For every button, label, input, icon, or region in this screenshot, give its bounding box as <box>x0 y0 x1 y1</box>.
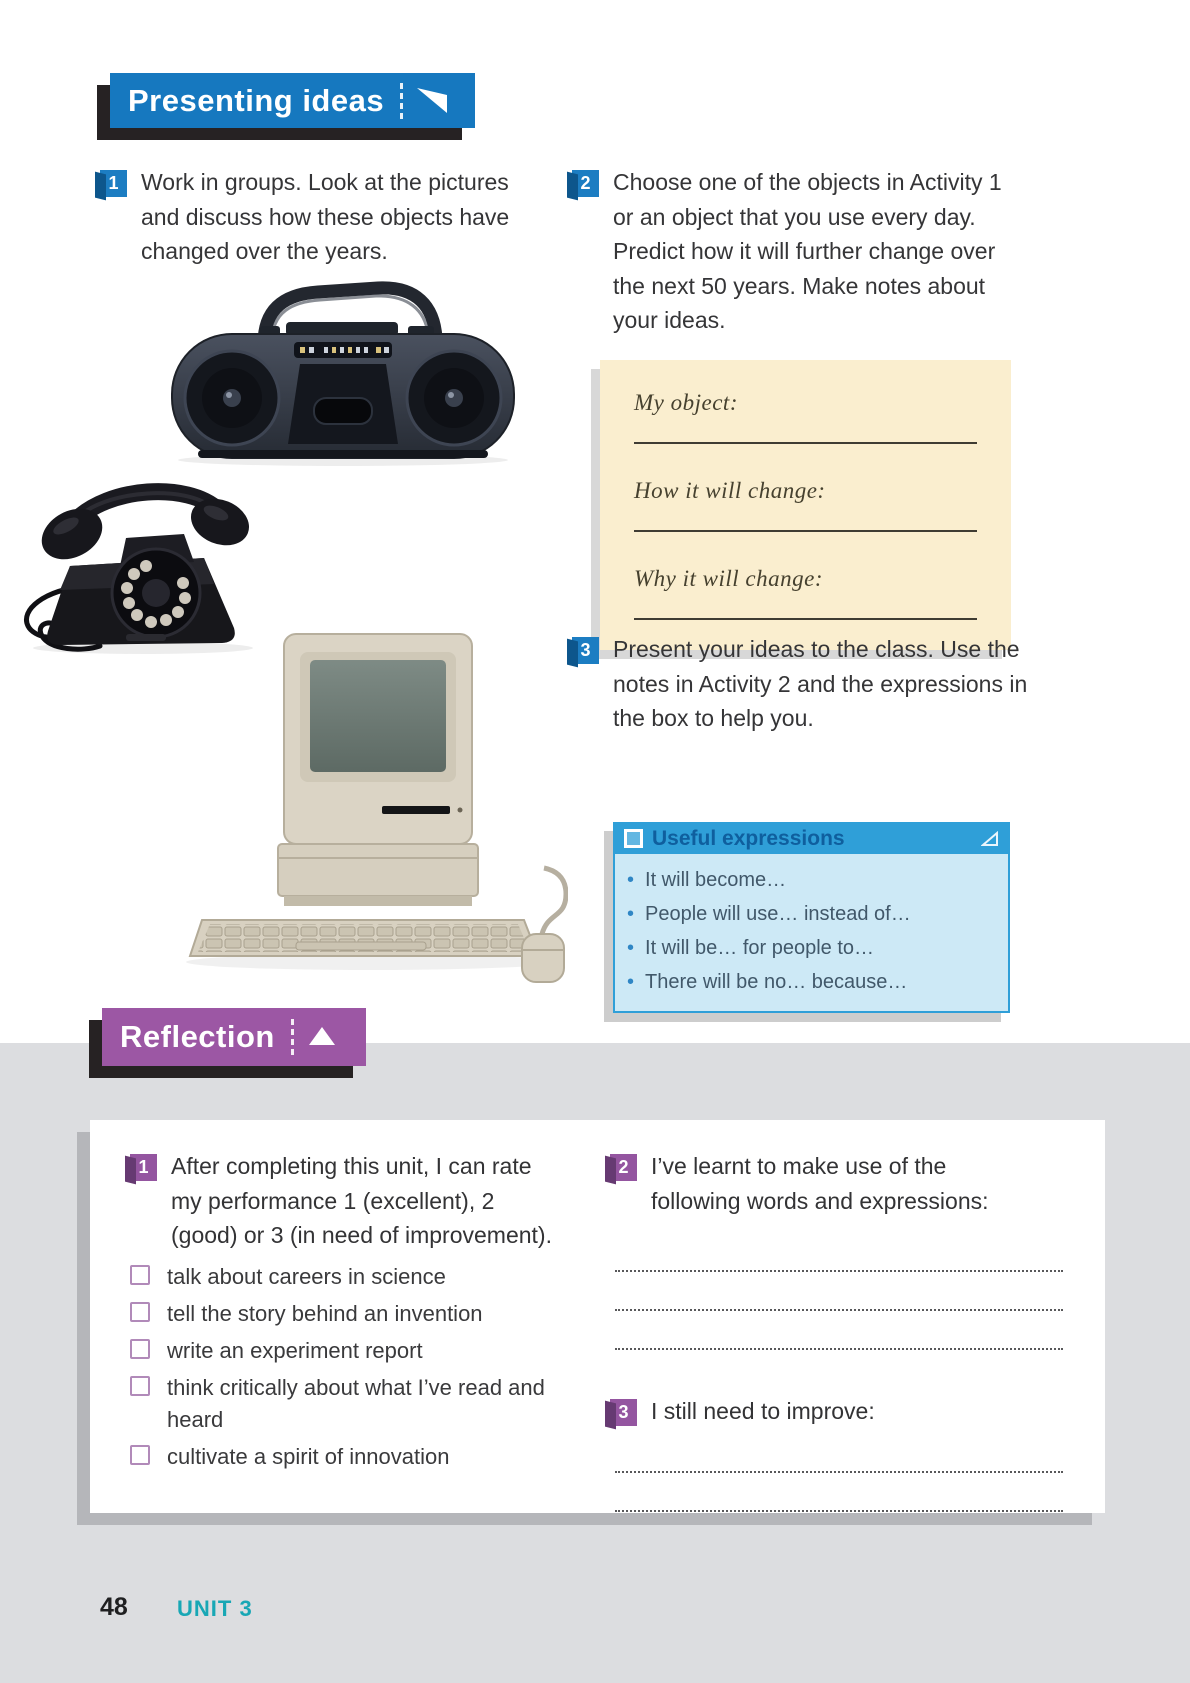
activity-3 <box>572 637 1033 736</box>
write-lines-item-3 <box>610 1441 1070 1512</box>
activity-2 <box>572 170 1025 338</box>
useful-expressions-list <box>615 853 1008 1011</box>
reflection-banner <box>102 1008 366 1066</box>
activity-1-text: Work in groups. Look at the pictures and discuss how these objects have changed over the years. <box>141 169 510 264</box>
checklist-row: cultivate a spirit of innovation <box>130 1441 555 1473</box>
useful-expressions-header <box>614 823 1009 854</box>
reflection-item-3 <box>610 1399 1070 1429</box>
useful-expressions-title: Useful expressions <box>652 826 845 850</box>
write-on-line <box>615 1272 1063 1311</box>
reflection-item-2-number: 2 <box>610 1154 637 1181</box>
bullet-icon: • <box>627 903 635 925</box>
write-on-line <box>634 416 977 444</box>
reflection-item-1 <box>130 1154 555 1253</box>
expression-item: • People will use… instead of… <box>627 897 1002 931</box>
checkbox-icon[interactable] <box>130 1339 150 1359</box>
reflection-checklist <box>130 1261 555 1473</box>
bullet-icon: • <box>627 937 635 959</box>
bullet-icon: • <box>627 869 635 891</box>
reflection-item-3-text: I still need to improve: <box>651 1398 875 1424</box>
expression-item: • There will be no… because… <box>627 965 1002 999</box>
pennant-icon <box>415 86 449 116</box>
presenting-ideas-banner <box>110 73 475 128</box>
write-on-line <box>615 1240 1063 1272</box>
useful-expressions-box <box>613 822 1010 1013</box>
note-field-how-change <box>634 478 977 532</box>
bullet-icon: • <box>627 971 635 993</box>
expression-item: • It will be… for people to… <box>627 931 1002 965</box>
note-label: How it will change: <box>634 478 826 503</box>
write-on-line <box>615 1311 1063 1350</box>
triangle-up-icon <box>306 1024 338 1050</box>
activity-2-number: 2 <box>572 170 599 197</box>
checklist-row: write an experiment report <box>130 1335 555 1367</box>
reflection-item-1-text: After completing this unit, I can rate my performance 1 (excellent), 2 (good) or 3 (in need of improvement). <box>171 1153 552 1248</box>
activity-1-number: 1 <box>100 170 127 197</box>
activity-2-text: Choose one of the objects in Activity 1 or an object that you use every day. Predict how it will further change over the next 50 years. Make notes about your ideas. <box>613 169 1002 333</box>
notes-box <box>600 360 1011 650</box>
write-on-line <box>634 504 977 532</box>
activity-3-text: Present your ideas to the class. Use the notes in Activity 2 and the expressions in the box to help you. <box>613 636 1028 731</box>
activity-1 <box>100 170 543 269</box>
unit-label: UNIT 3 <box>177 1596 253 1621</box>
square-icon <box>624 829 643 848</box>
checkbox-icon[interactable] <box>130 1445 150 1465</box>
corner-triangle-icon <box>981 831 999 847</box>
classic-computer-image <box>186 590 568 990</box>
reflection-title: Reflection <box>120 1019 275 1054</box>
checklist-row: talk about careers in science <box>130 1261 555 1293</box>
write-lines-item-2 <box>610 1240 1070 1350</box>
checklist-row: think critically about what I’ve read and heard <box>130 1372 555 1436</box>
note-field-why-change <box>634 566 977 620</box>
banner-divider <box>400 83 403 119</box>
write-on-line <box>634 592 977 620</box>
checklist-row: tell the story behind an invention <box>130 1298 555 1330</box>
note-label: My object: <box>634 390 738 415</box>
reflection-card <box>90 1120 1105 1513</box>
presenting-ideas-title: Presenting ideas <box>128 82 385 118</box>
write-on-line <box>615 1441 1063 1473</box>
reflection-item-1-number: 1 <box>130 1154 157 1181</box>
write-on-line <box>615 1473 1063 1512</box>
reflection-right-column <box>610 1154 1070 1512</box>
checkbox-icon[interactable] <box>130 1265 150 1285</box>
note-label: Why it will change: <box>634 566 823 591</box>
reflection-left-column <box>130 1154 555 1473</box>
banner-divider <box>291 1019 294 1055</box>
reflection-item-2-text: I’ve learnt to make use of the following words and expressions: <box>651 1153 989 1214</box>
reflection-item-3-number: 3 <box>610 1399 637 1426</box>
checkbox-icon[interactable] <box>130 1376 150 1396</box>
page-number: 48 <box>100 1593 128 1621</box>
activity-3-number: 3 <box>572 637 599 664</box>
expression-item: • It will become… <box>627 863 1002 897</box>
checkbox-icon[interactable] <box>130 1302 150 1322</box>
reflection-item-2 <box>610 1154 1070 1218</box>
note-field-my-object <box>634 390 977 444</box>
